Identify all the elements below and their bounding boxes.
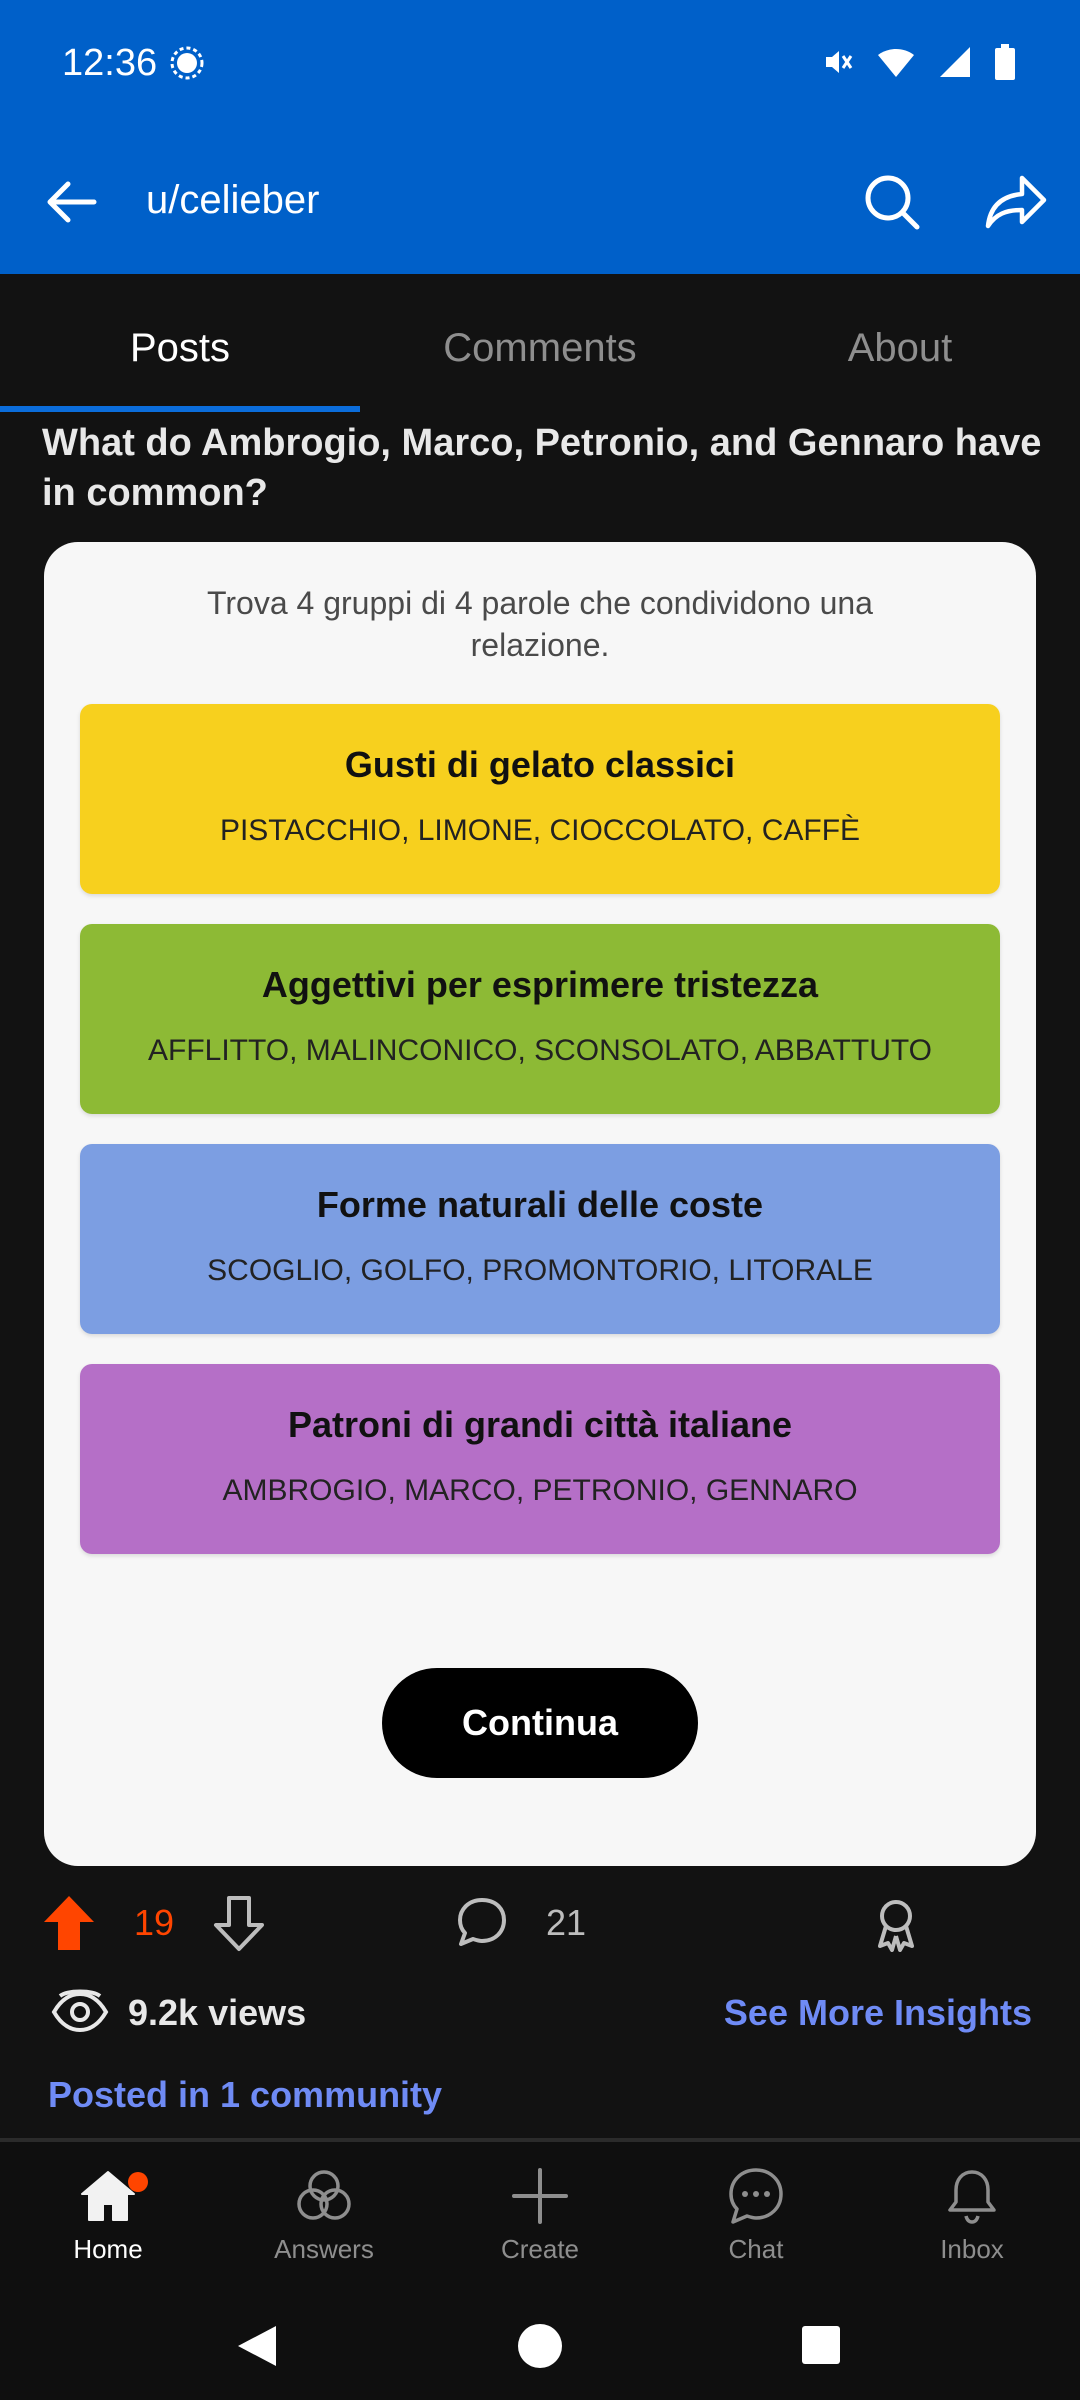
profile-tabs <box>0 274 1080 412</box>
posted-in-link[interactable]: Posted in 1 community <box>48 2074 443 2115</box>
header <box>0 0 1080 274</box>
chat-icon <box>726 2166 786 2226</box>
comment-count[interactable]: 21 <box>546 1902 587 1943</box>
search-icon[interactable] <box>860 170 924 234</box>
bottom-nav <box>0 2142 1080 2292</box>
nav-create[interactable] <box>432 2166 648 2286</box>
system-back-icon[interactable] <box>234 2322 280 2370</box>
nav-home[interactable] <box>0 2166 216 2286</box>
views-icon <box>50 1988 110 2036</box>
view-count: 9.2k views <box>128 1992 307 2033</box>
bell-icon <box>942 2166 1002 2226</box>
puzzle-instructions: Trova 4 gruppi di 4 parole che condividono una relazione. <box>207 585 873 663</box>
post-insights <box>0 1978 1080 2048</box>
group-title: Aggettivi per esprimere tristezza <box>261 964 819 1005</box>
status-icons <box>820 44 1016 80</box>
post-image-card[interactable] <box>44 542 1036 1866</box>
battery-icon <box>994 44 1016 80</box>
back-arrow-icon[interactable] <box>40 170 104 234</box>
group-title: Forme naturali delle coste <box>316 1184 764 1225</box>
plus-icon <box>510 2166 570 2226</box>
notification-dot <box>128 2172 148 2192</box>
group-title: Patroni di grandi città italiane <box>287 1404 793 1445</box>
post-title[interactable]: What do Ambrogio, Marco, Petronio, and Gennaro have in common? <box>42 422 1042 514</box>
group-title: Gusti di gelato classici <box>344 744 736 785</box>
status-bar <box>0 0 1080 130</box>
upvote-icon[interactable] <box>42 1894 96 1952</box>
status-time: 12:36 <box>62 42 158 84</box>
answers-icon <box>294 2166 354 2226</box>
system-home-icon[interactable] <box>516 2322 564 2370</box>
comment-icon[interactable] <box>454 1894 510 1950</box>
nav-label: Home <box>73 2234 143 2264</box>
group-card-2 <box>80 924 1000 1114</box>
group-words: PISTACCHIO, LIMONE, CIOCCOLATO, CAFFÈ <box>219 814 861 847</box>
nav-label: Inbox <box>940 2234 1004 2264</box>
group-words: AFFLITTO, MALINCONICO, SCONSOLATO, ABBATTUTO <box>147 1034 932 1067</box>
group-card-3 <box>80 1144 1000 1334</box>
nav-label: Chat <box>728 2234 784 2264</box>
nav-answers[interactable] <box>216 2166 432 2286</box>
tab-posts[interactable]: Posts <box>129 326 231 370</box>
award-icon[interactable] <box>872 1896 920 1952</box>
mute-icon <box>820 45 854 79</box>
wifi-icon <box>876 45 916 79</box>
tab-comments[interactable]: Comments <box>443 326 637 370</box>
system-navigation-bar <box>0 2292 1080 2400</box>
downvote-icon[interactable] <box>212 1894 266 1952</box>
group-card-1 <box>80 704 1000 894</box>
nav-label: Answers <box>274 2234 374 2264</box>
cellular-icon <box>938 45 972 79</box>
signal-app-icon <box>168 44 206 82</box>
system-recents-icon[interactable] <box>800 2324 842 2366</box>
post-actions <box>0 1880 1080 1970</box>
page-title: u/celieber <box>146 178 320 222</box>
tab-about[interactable]: About <box>847 326 953 370</box>
group-words: SCOGLIO, GOLFO, PROMONTORIO, LITORALE <box>207 1254 873 1287</box>
nav-label: Create <box>500 2234 580 2264</box>
app-bar <box>0 150 1080 254</box>
group-card-4 <box>80 1364 1000 1554</box>
vote-count: 19 <box>134 1902 175 1943</box>
nav-inbox[interactable] <box>864 2166 1080 2286</box>
nav-chat[interactable] <box>648 2166 864 2286</box>
share-icon[interactable] <box>982 170 1050 234</box>
group-words: AMBROGIO, MARCO, PETRONIO, GENNARO <box>222 1474 858 1507</box>
active-tab-indicator <box>0 406 360 412</box>
see-more-insights-link[interactable]: See More Insights <box>723 1992 1032 2033</box>
continue-button[interactable]: Continua <box>382 1668 698 1778</box>
